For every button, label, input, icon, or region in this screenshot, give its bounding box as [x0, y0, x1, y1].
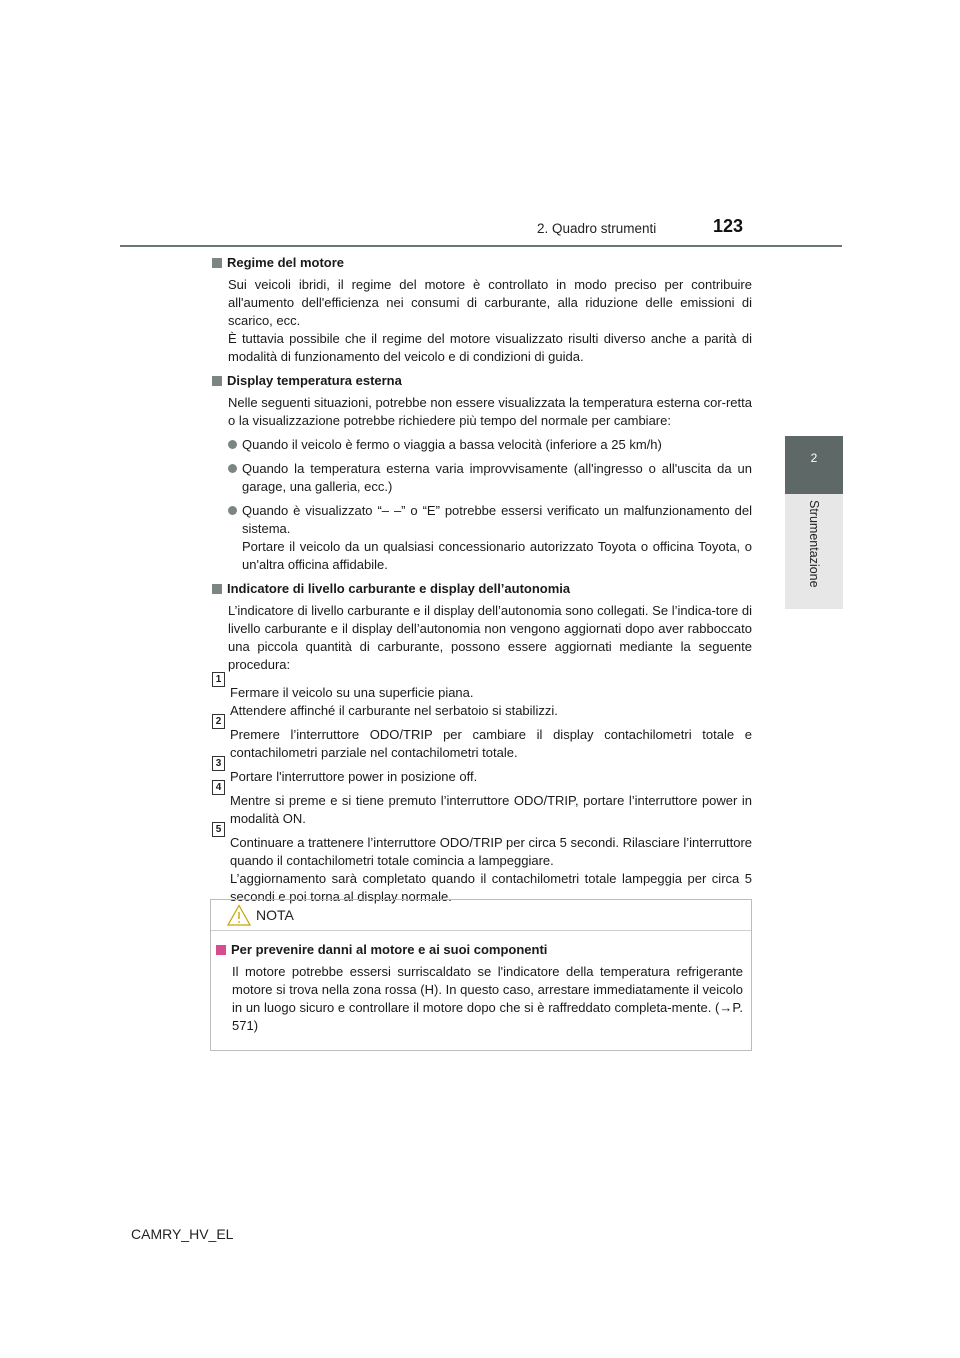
note-label: NOTA [256, 907, 294, 923]
step-number-badge: 4 [212, 780, 225, 795]
list-item [228, 502, 752, 574]
bullet-text-line: Portare il veicolo da un qualsiasi concessionario autorizzato Toyota o officina Toyota, o un'altra officina affidabile. [242, 539, 752, 572]
square-bullet-icon [216, 945, 226, 955]
procedure-step [212, 716, 752, 762]
paragraph: È tuttavia possibile che il regime del motore visualizzato risulti diverso anche a parità di modalità di funzionamento del veicolo e di condizioni di guida. [228, 331, 752, 364]
warning-triangle-icon [227, 904, 251, 926]
square-bullet-icon [212, 258, 222, 268]
note-body [211, 931, 751, 1035]
footer-model-code: CAMRY_HV_EL [131, 1226, 234, 1242]
chapter-number: 2 [810, 451, 818, 465]
section-title: Regime del motore [212, 254, 752, 272]
step-text: Continuare a trattenere l’interruttore ODO/TRIP per circa 5 secondi. Rilasciare l’interruttore quando il contachilometri totale comincia a lampeggiare. [230, 835, 752, 868]
step-text: L’aggiornamento sarà completato quando il contachilometri totale lampeggia per circa 5 secondi e poi torna al display normale. [230, 871, 752, 904]
circle-bullet-icon [228, 440, 237, 449]
note-header [211, 900, 751, 931]
note-text: Il motore potrebbe essersi surriscaldato se l'indicatore della temperatura refrigerante motore si trova nella zona rossa (H). In questo caso, arrestare immediatamente il veicolo in un luogo sicuro e controllare il motore dopo che si è raffreddato completa-mente. (→P. 571) [232, 964, 743, 1033]
step-number-badge: 5 [212, 822, 225, 837]
step-number-badge: 3 [212, 756, 225, 771]
step-number-badge: 2 [212, 714, 225, 729]
header-divider [120, 245, 842, 247]
page-number: 123 [713, 216, 744, 236]
step-text: Mentre si preme e si tiene premuto l’interruttore ODO/TRIP, portare l’interruttore power in modalità ON. [230, 793, 752, 826]
section-title: Indicatore di livello carburante e display dell’autonomia [212, 580, 752, 598]
step-text: Fermare il veicolo su una superficie piana. [230, 685, 474, 700]
procedure-step [212, 824, 752, 906]
circle-bullet-icon [228, 464, 237, 473]
chapter-label: Strumentazione [807, 500, 821, 588]
square-bullet-icon [212, 584, 222, 594]
section-title: Display temperatura esterna [212, 372, 752, 390]
bullet-text-line: Quando è visualizzato “– –” o “E” potrebbe essersi verificato un malfunzionamento del sistema. [242, 503, 752, 536]
paragraph: L’indicatore di livello carburante e il display dell’autonomia sono collegati. Se l’indica-tore di livello carburante e il display dell’autonomia non vengono aggiornati dopo aver rabboccato una piccola quantità di carburante, possono essere aggiornati mediante la seguente procedura: [228, 603, 752, 672]
procedure-step [212, 674, 752, 720]
step-text: Portare l'interruttore power in posizione off. [230, 769, 478, 784]
step-number-badge: 1 [212, 672, 225, 687]
procedure-step [212, 758, 752, 786]
square-bullet-icon [212, 376, 222, 386]
note-box [210, 899, 752, 1051]
list-item: Quando la temperatura esterna varia improvvisamente (all'ingresso o all'uscita da un garage, una galleria, ecc.) [228, 460, 752, 496]
main-content [212, 254, 752, 912]
paragraph: Nelle seguenti situazioni, potrebbe non essere visualizzata la temperatura esterna cor-retta o la visualizzazione potrebbe richiedere più tempo del normale per cambiare: [228, 395, 752, 428]
list-item: Quando il veicolo è fermo o viaggia a bassa velocità (inferiore a 25 km/h) [228, 436, 752, 454]
step-text: Premere l’interruttore ODO/TRIP per cambiare il display contachilometri totale e contachilometri parziale nel contachilometri totale. [230, 727, 752, 760]
section-outside-temperature [212, 372, 752, 574]
circle-bullet-icon [228, 506, 237, 515]
section-fuel-gauge [212, 580, 752, 906]
procedure-step [212, 782, 752, 828]
note-title: Per prevenire danni al motore e ai suoi componenti [216, 941, 743, 959]
chapter-tab [785, 436, 843, 494]
paragraph: Sui veicoli ibridi, il regime del motore è controllato in modo preciso per contribuire all'aumento dell'efficienza nei consumi di carburante, alla riduzione delle emissioni di scarico, ecc. [228, 277, 752, 328]
section-engine-speed [212, 254, 752, 366]
step-text: Attendere affinché il carburante nel serbatoio si stabilizzi. [230, 703, 558, 718]
header-section-title: 2. Quadro strumenti [537, 221, 657, 236]
